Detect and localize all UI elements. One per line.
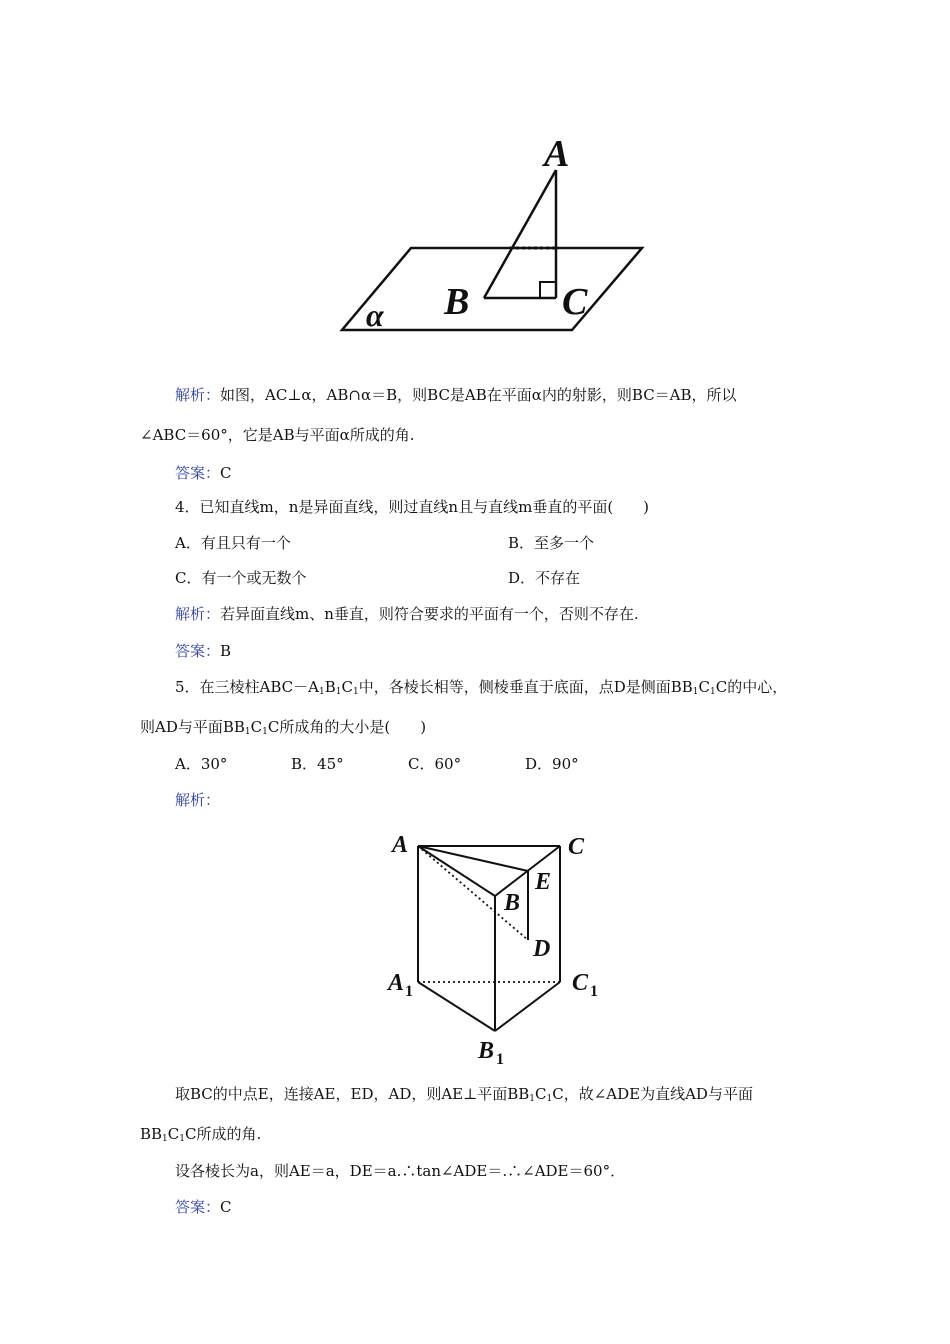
label-B1: B xyxy=(478,1038,495,1064)
q4-analysis-text: 若异面直线m、n垂直，则符合要求的平面有一个，否则不存在. xyxy=(220,605,639,623)
subscript: 1 xyxy=(546,1094,553,1104)
subscript: 1 xyxy=(710,687,716,697)
subscript: 1 xyxy=(262,727,268,737)
q5-text-line1 xyxy=(175,1084,753,1109)
q5-text: 取BC的中点E，连接AE，ED，AD，则AE⊥平面BB xyxy=(175,1085,530,1103)
q3-answer xyxy=(175,463,232,483)
q5-analysis-label: 解析： xyxy=(175,791,221,809)
label-D: D xyxy=(533,936,551,962)
q5-stem-text: C所成角的大小是( ) xyxy=(267,718,427,736)
q4-answer-value: B xyxy=(220,642,232,660)
label-B: B xyxy=(504,890,521,916)
q5-stem-text: 中，各棱长相等，侧棱垂直于底面，点D是侧面BB xyxy=(358,678,693,696)
subscript: 1 xyxy=(179,1134,185,1144)
q5-stem-text: C xyxy=(250,718,263,736)
subscript-1: 1 xyxy=(405,983,413,1000)
label-A: A xyxy=(392,832,409,858)
q5-text: C所成的角. xyxy=(185,1125,262,1143)
right-angle-mark xyxy=(540,282,556,298)
subscript: 1 xyxy=(692,687,699,697)
q5-stem-text: C xyxy=(341,678,353,696)
q5-stem-text: C xyxy=(698,678,711,696)
label-E: E xyxy=(535,869,552,895)
subscript-1: 1 xyxy=(496,1051,504,1066)
q5-option-a: A．30° xyxy=(175,755,228,773)
label-C: C xyxy=(562,281,588,323)
q4-analysis xyxy=(175,604,639,624)
subscript: 1 xyxy=(244,727,251,737)
label-alpha: α xyxy=(366,297,384,333)
label-A: A xyxy=(544,133,570,175)
q3-analysis-line2: ∠ABC＝60°，它是AB与平面α所成的角. xyxy=(140,426,415,444)
subscript: 1 xyxy=(352,687,359,697)
q3-answer-value: C xyxy=(220,464,232,482)
q4-stem: 4．已知直线m，n是异面直线，则过直线n且与直线m垂直的平面( ) xyxy=(175,498,650,516)
figure-prism xyxy=(380,826,610,1066)
q5-stem-line2 xyxy=(140,717,426,742)
subscript: 1 xyxy=(162,1134,168,1144)
q5-option-c: C．60° xyxy=(408,755,462,773)
q4-option-c: C．有一个或无数个 xyxy=(175,569,307,587)
q5-stem-line1 xyxy=(175,677,787,702)
answer-label: 答案： xyxy=(175,642,221,660)
q3-analysis-line1 xyxy=(175,385,737,405)
label-B: B xyxy=(444,281,470,323)
answer-label: 答案： xyxy=(175,1198,221,1216)
plane-alpha xyxy=(342,248,642,330)
q5-answer xyxy=(175,1197,232,1217)
q5-text: C，故∠ADE为直线AD与平面 xyxy=(552,1085,753,1103)
segment-AB xyxy=(484,170,556,298)
q5-option-b: B．45° xyxy=(291,755,344,773)
q4-answer xyxy=(175,641,231,661)
q5-stem-text: 5．在三棱柱ABC－A xyxy=(175,678,319,696)
q5-option-d: D．90° xyxy=(525,755,579,773)
q5-answer-value: C xyxy=(220,1198,232,1216)
subscript-1: 1 xyxy=(590,983,598,1000)
label-A1: A xyxy=(388,970,405,996)
q4-option-b: B．至多一个 xyxy=(508,534,595,552)
q5-text-line2 xyxy=(140,1124,261,1149)
q5-stem-text: B xyxy=(324,678,336,696)
edge-A1B1 xyxy=(418,982,495,1031)
label-C1: C xyxy=(572,970,589,996)
subscript: 1 xyxy=(529,1094,536,1104)
q3-analysis-text1: 如图，AC⊥α，AB∩α＝B，则BC是AB在平面α内的射影，则BC＝AB，所以 xyxy=(220,386,737,404)
edge-AB xyxy=(418,846,495,896)
q4-option-d: D．不存在 xyxy=(508,569,581,587)
q5-text: C xyxy=(167,1125,180,1143)
analysis-label: 解析： xyxy=(175,386,221,404)
answer-label: 答案： xyxy=(175,464,221,482)
label-C: C xyxy=(568,834,585,860)
subscript: 1 xyxy=(319,687,325,697)
analysis-label: 解析： xyxy=(175,605,221,623)
subscript: 1 xyxy=(335,687,342,697)
q5-text: C xyxy=(535,1085,547,1103)
figure-line-plane xyxy=(330,130,660,345)
q5-stem-text: 则AD与平面BB xyxy=(140,718,245,736)
q4-option-a: A．有且只有一个 xyxy=(175,534,291,552)
q5-text-line3: 设各棱长为a，则AE＝a，DE＝a.∴tan∠ADE＝.∴∠ADE＝60°． xyxy=(175,1162,626,1180)
q5-stem-text: C的中心， xyxy=(715,678,788,696)
edge-B1C1 xyxy=(495,982,560,1031)
q5-text: BB xyxy=(140,1125,163,1143)
segment-AE xyxy=(418,846,528,871)
